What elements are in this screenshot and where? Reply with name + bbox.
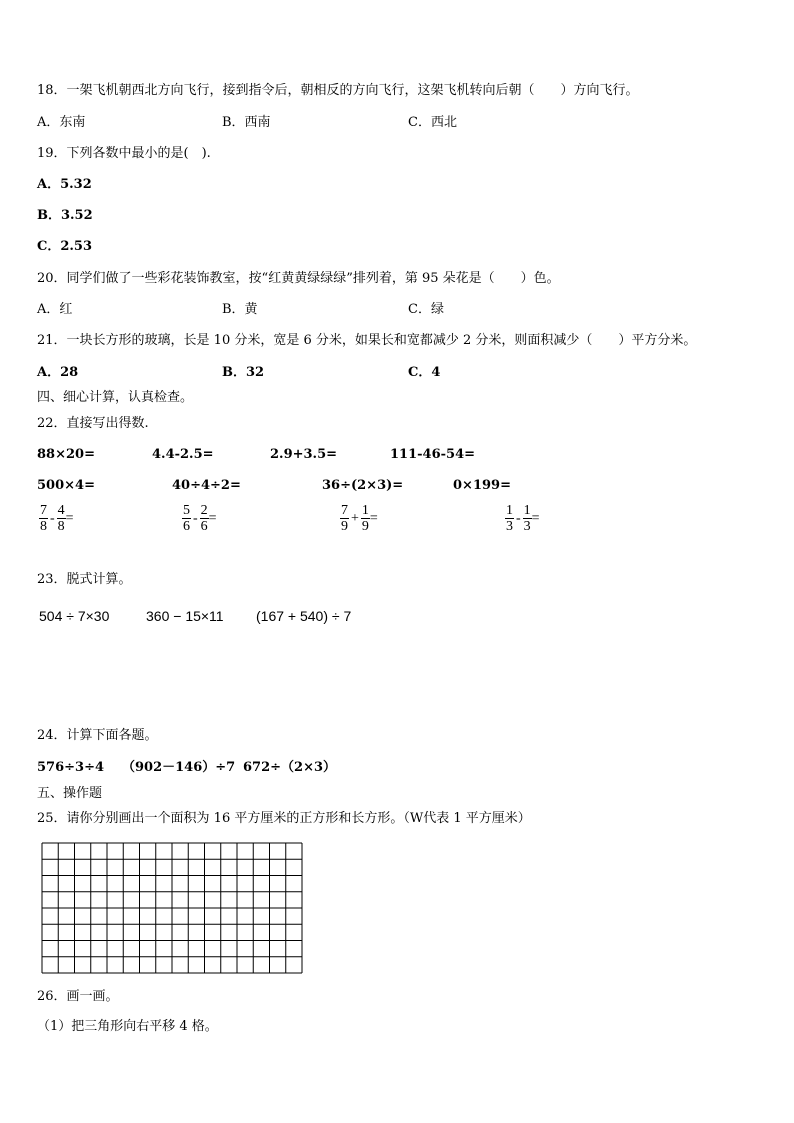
operator: -: [516, 510, 521, 526]
q18-stem: 18．一架飞机朝西北方向飞行，接到指令后，朝相反的方向飞行，这架飞机转向后朝（ ）方向飞行。: [37, 83, 639, 98]
q24-expression-3: 672÷（2×3）: [243, 760, 337, 775]
equals-sign: =: [531, 510, 540, 526]
numerator: 1: [361, 503, 369, 518]
q22-fraction-1: [39, 503, 74, 534]
q20-stem: 20．同学们做了一些彩花装饰教室，按“红黄黄绿绿绿”排列着，第 95 朵花是（ ）色。: [37, 271, 560, 286]
q18-option-c: C．西北: [408, 115, 457, 130]
q19-option-c: C．2.53: [37, 239, 93, 254]
denominator: 9: [341, 519, 348, 534]
q20-option-a: A．红: [37, 302, 73, 317]
denominator: 6: [200, 519, 208, 534]
q23-expression-3: (167 + 540) ÷ 7: [256, 608, 352, 624]
q24-stem: 24．计算下面各题。: [37, 728, 158, 743]
q20-option-c: C．绿: [408, 302, 444, 317]
q19-stem: 19．下列各数中最小的是( ).: [37, 146, 211, 161]
q20-option-b: B．黄: [222, 302, 258, 317]
q22-calc-1: 88×20=: [37, 447, 95, 462]
q18-option-a: A．东南: [37, 115, 86, 130]
equals-sign: =: [65, 510, 74, 526]
q22-calc-5: 500×4=: [37, 478, 95, 493]
q22-calc-6: 40÷4÷2=: [172, 478, 241, 493]
q23-stem: 23．脱式计算。: [37, 572, 132, 587]
denominator: 6: [183, 519, 190, 534]
q21-stem: 21．一块长方形的玻璃，长是 10 分米，宽是 6 分米，如果长和宽都减少 2 分米，则面积减少（ ）平方分米。: [37, 333, 697, 348]
q25-stem: 25．请你分别画出一个面积为 16 平方厘米的正方形和长方形。（W代表 1 平方厘米）: [37, 811, 531, 826]
q24-expression-2: （902－146）÷7: [122, 760, 236, 775]
numerator: 5: [183, 503, 190, 518]
numerator: 2: [200, 503, 208, 518]
q22-calc-7: 36÷(2×3)=: [322, 478, 404, 493]
q18-option-b: B．西南: [222, 115, 271, 130]
q21-option-c: C．4: [408, 365, 441, 380]
operator: -: [193, 510, 198, 526]
q22-fraction-3: [340, 503, 378, 534]
denominator: 8: [40, 519, 47, 534]
q21-option-a: A．28: [37, 365, 79, 380]
section-five-heading: 五、操作题: [37, 786, 103, 801]
q22-calc-4: 111-46-54=: [390, 447, 476, 462]
q22-stem: 22．直接写出得数.: [37, 416, 149, 431]
operator: +: [351, 510, 359, 526]
q26-stem: 26．画一画。: [37, 989, 119, 1004]
numerator: 7: [40, 503, 47, 518]
denominator: 3: [523, 519, 531, 534]
denominator: 9: [361, 519, 369, 534]
q22-fraction-2: [182, 503, 217, 534]
square-grid[interactable]: [41, 842, 305, 974]
equals-sign: =: [369, 510, 378, 526]
q23-expression-1: 504 ÷ 7×30: [39, 608, 110, 624]
q19-option-b: B．3.52: [37, 208, 93, 223]
denominator: 3: [506, 519, 513, 534]
numerator: 1: [523, 503, 531, 518]
denominator: 8: [57, 519, 65, 534]
section-four-heading: 四、细心计算，认真检查。: [37, 390, 194, 405]
numerator: 1: [506, 503, 513, 518]
q22-fraction-4: [505, 503, 540, 534]
q22-calc-8: 0×199=: [453, 478, 511, 493]
q24-expression-1: 576÷3÷4: [37, 760, 105, 775]
q21-option-b: B．32: [222, 365, 265, 380]
numerator: 4: [57, 503, 65, 518]
q26-sub-question-1: （1）把三角形向右平移 4 格。: [37, 1019, 218, 1034]
q22-calc-3: 2.9+3.5=: [270, 447, 338, 462]
equals-sign: =: [208, 510, 217, 526]
numerator: 7: [341, 503, 348, 518]
q23-expression-2: 360 − 15×11: [146, 608, 224, 624]
q22-calc-2: 4.4-2.5=: [152, 447, 214, 462]
operator: -: [50, 510, 55, 526]
q19-option-a: A．5.32: [37, 177, 92, 192]
